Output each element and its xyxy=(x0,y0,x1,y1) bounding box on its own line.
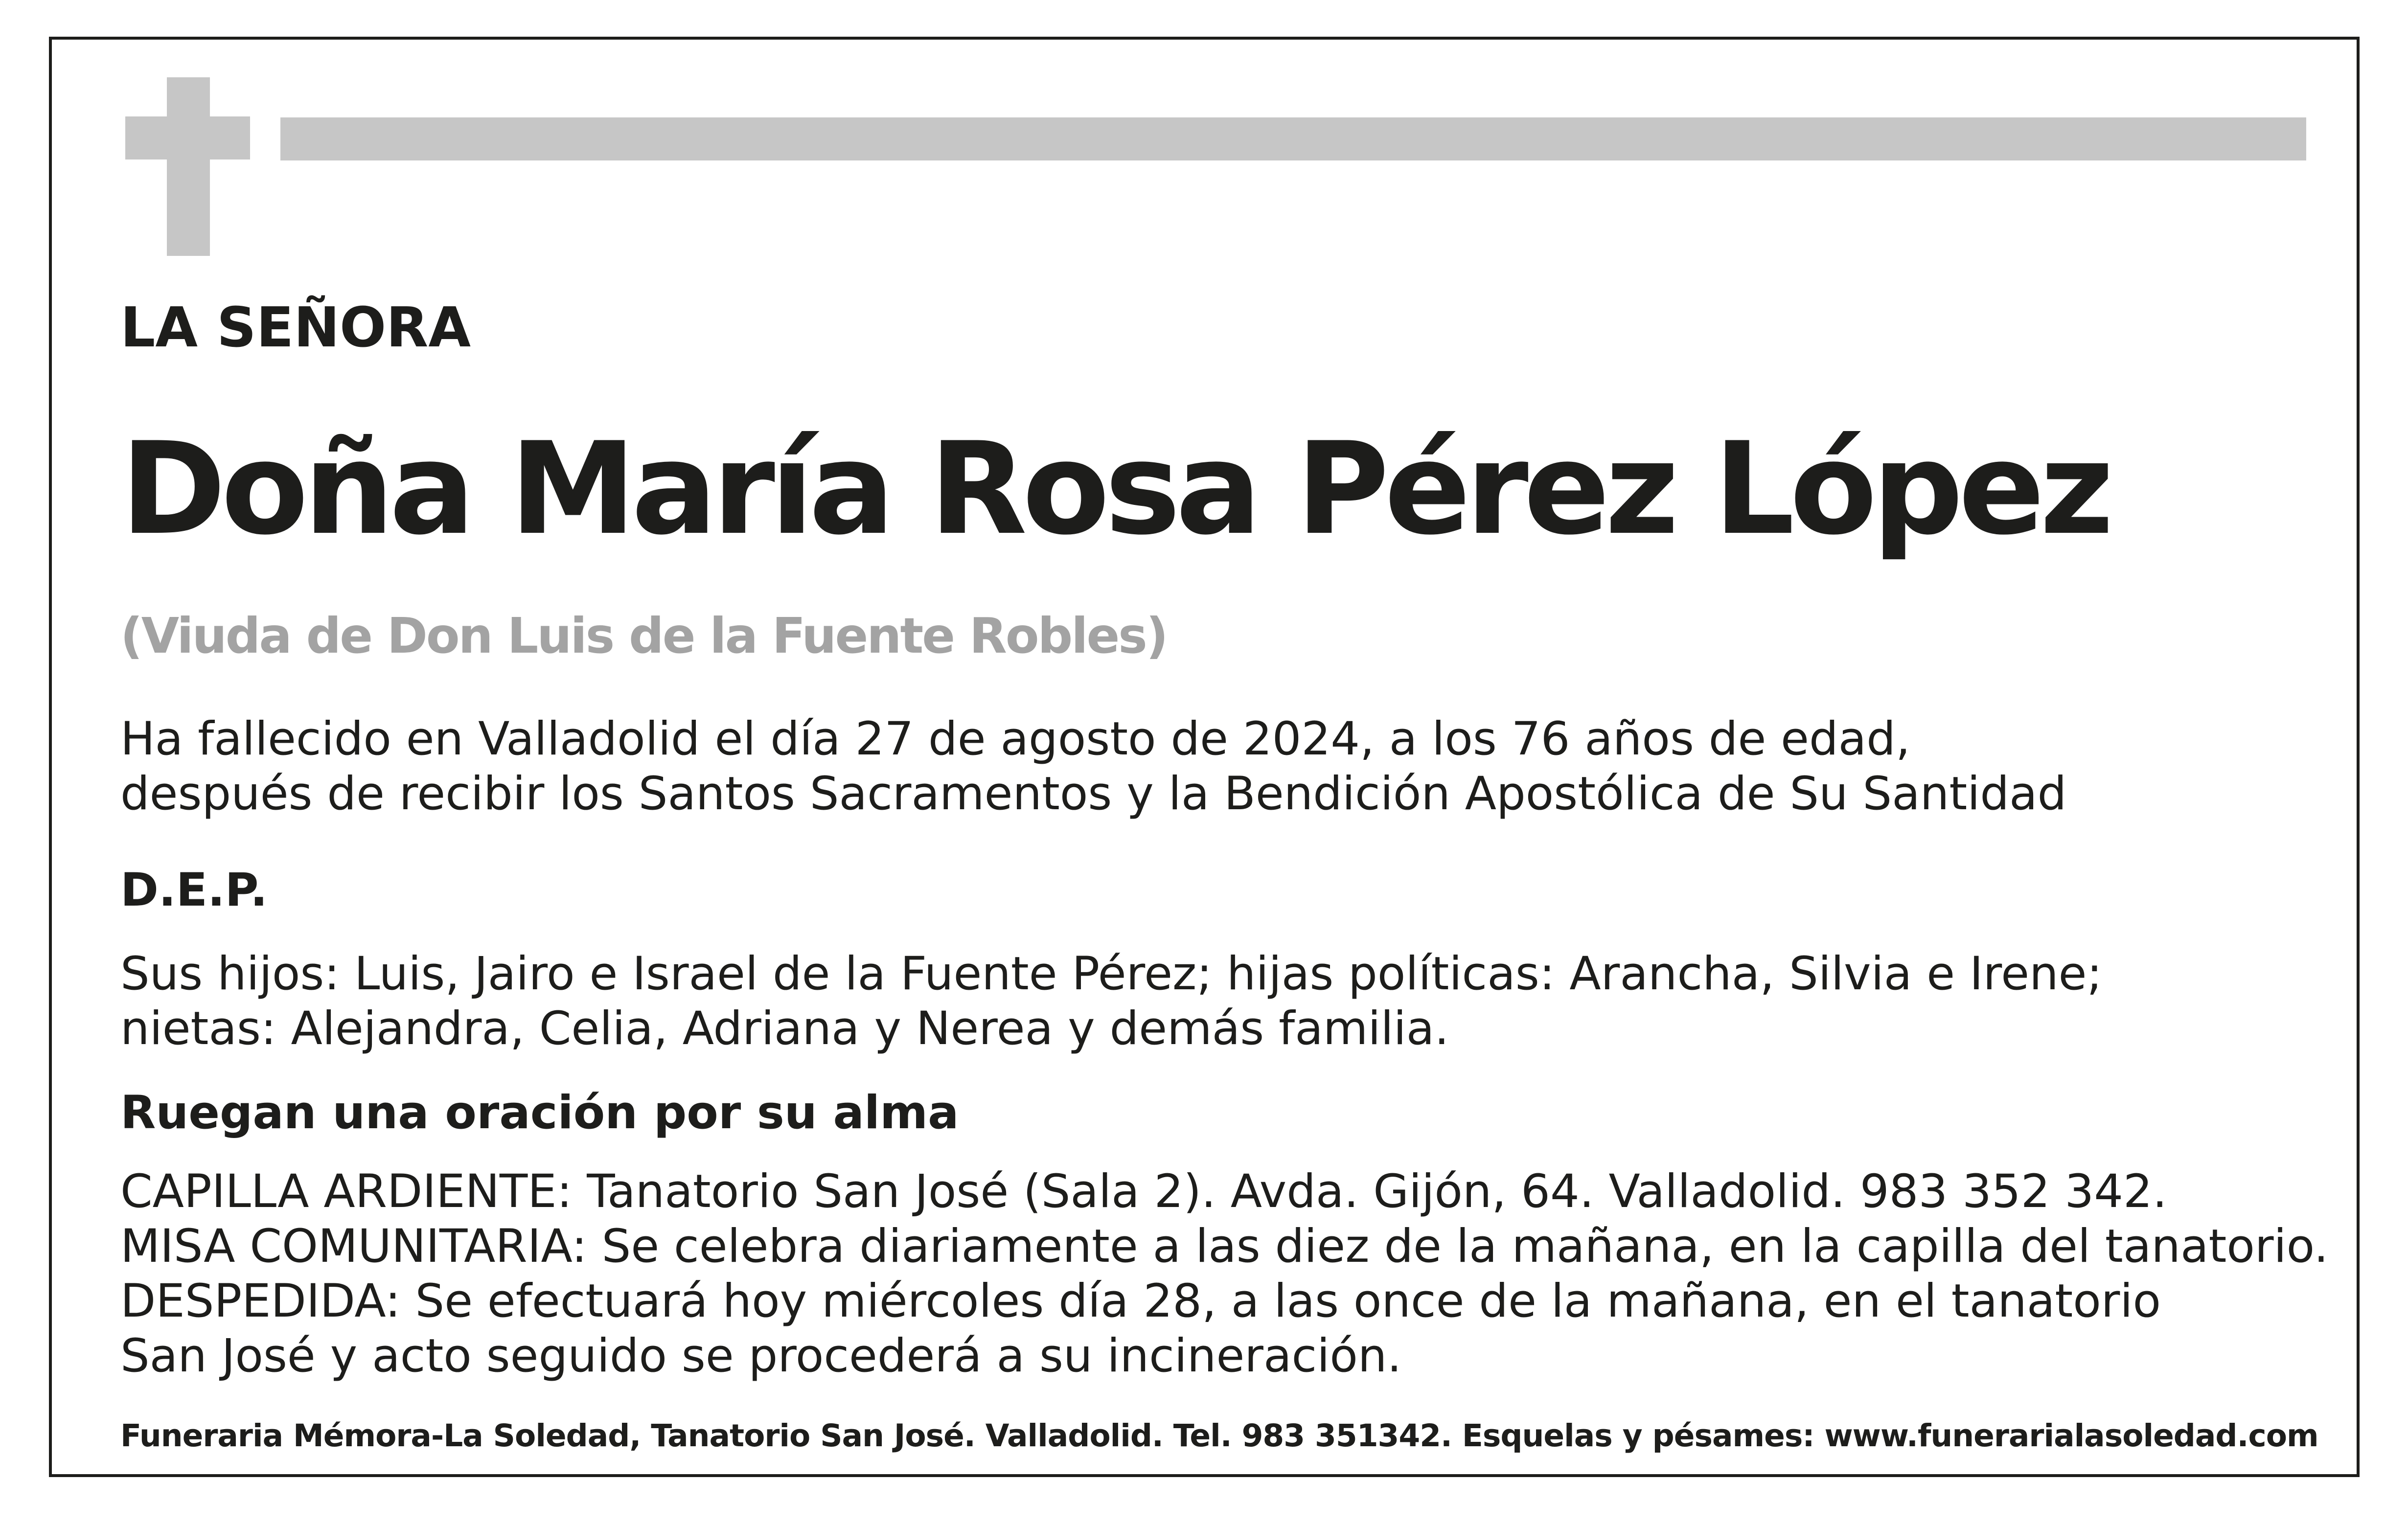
widow-subtitle: (Viuda de Don Luis de la Fuente Robles) xyxy=(120,607,1167,664)
death-notice-line: después de recibir los Santos Sacramentos y la Bendición Apostólica de Su Santidad xyxy=(120,767,2067,820)
header-rule xyxy=(280,117,2306,160)
death-notice-line: Ha fallecido en Valladolid el día 27 de agosto de 2024, a los 76 años de edad, xyxy=(120,712,1910,766)
service-line-mass: MISA COMUNITARIA: Se celebra diariamente a las diez de la mañana, en la capilla del tanatorio. xyxy=(120,1220,2329,1273)
cross-horizontal-bar xyxy=(125,116,250,159)
family-list xyxy=(120,947,2102,1056)
cross-vertical-bar xyxy=(167,77,210,256)
cross-icon xyxy=(125,77,250,256)
service-line-chapel: CAPILLA ARDIENTE: Tanatorio San José (Sala 2). Avda. Gijón, 64. Valladolid. 983 352 342. xyxy=(120,1165,2167,1218)
family-line: nietas: Alejandra, Celia, Adriana y Nerea y demás familia. xyxy=(120,1002,1449,1055)
death-notice xyxy=(120,712,2066,821)
service-line-farewell-cont: San José y acto seguido se procederá a su incineración. xyxy=(120,1329,1402,1383)
family-line: Sus hijos: Luis, Jairo e Israel de la Fuente Pérez; hijas políticas: Arancha, Silvia e Irene; xyxy=(120,947,2103,1001)
services-info xyxy=(120,1164,2328,1384)
funeral-home-footer: Funeraria Mémora-La Soledad, Tanatorio San José. Valladolid. Tel. 983 351342. Esquelas y pésames: www.funerarialasoledad.com xyxy=(120,1418,2318,1454)
dep-label: D.E.P. xyxy=(120,864,268,917)
service-line-farewell: DESPEDIDA: Se efectuará hoy miércoles día 28, a las once de la mañana, en el tanatorio xyxy=(120,1275,2161,1328)
prayer-request: Ruegan una oración por su alma xyxy=(120,1086,959,1139)
deceased-name: Doña María Rosa Pérez López xyxy=(120,415,2109,563)
title-label: LA SEÑORA xyxy=(120,296,471,360)
